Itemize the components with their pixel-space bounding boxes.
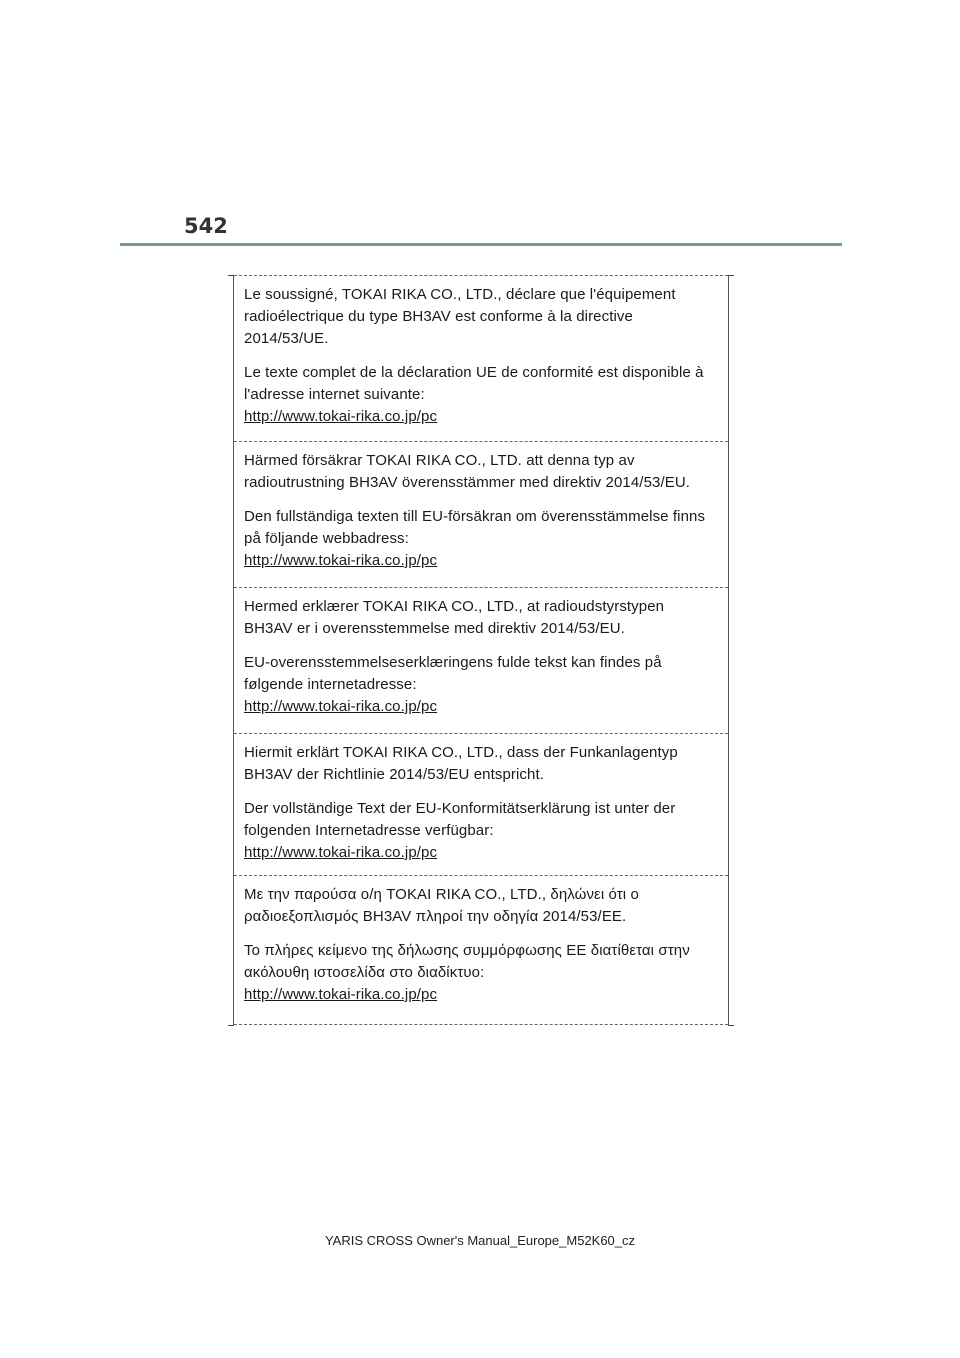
declaration-statement: Hiermit erklärt TOKAI RIKA CO., LTD., dass der Funkanlagentyp BH3AV der Richtlinie 2014/53/EU entspricht. bbox=[244, 744, 678, 783]
declaration-statement: Hermed erklærer TOKAI RIKA CO., LTD., at radioudstyrstypen BH3AV er i overensstemmelse med direktiv 2014/53/EU. bbox=[244, 598, 665, 637]
declaration-availability bbox=[244, 940, 710, 1006]
declaration-statement: Le soussigné, TOKAI RIKA CO., LTD., déclare que l'équipement radioélectrique du type BH3AV est conforme à la directive 2014/53/UE. bbox=[244, 286, 676, 347]
declaration-greek bbox=[234, 875, 728, 1025]
declaration-availability bbox=[244, 506, 710, 572]
manual-footer: YARIS CROSS Owner's Manual_Europe_M52K60_cz bbox=[324, 1233, 636, 1248]
declaration-link[interactable]: http://www.tokai-rika.co.jp/pc bbox=[244, 698, 438, 715]
declaration-link[interactable]: http://www.tokai-rika.co.jp/pc bbox=[244, 552, 438, 569]
declaration-link[interactable]: http://www.tokai-rika.co.jp/pc bbox=[244, 844, 438, 861]
declaration-statement: Με την παρούσα ο/η TOKAI RIKA CO., LTD., δηλώνει ότι ο ραδιοεξοπλισμός BH3AV πληροί την οδηγία 2014/53/ΕΕ. bbox=[244, 886, 639, 925]
header-rule bbox=[120, 243, 842, 246]
page-number: 542 bbox=[184, 214, 228, 238]
corner-tick bbox=[228, 1025, 234, 1026]
declaration-link[interactable]: http://www.tokai-rika.co.jp/pc bbox=[244, 986, 438, 1003]
availability-text: Το πλήρες κείμενο της δήλωσης συμμόρφωσης ΕΕ διατίθεται στην ακόλουθη ιστοσελίδα στο διαδίκτυο: bbox=[244, 942, 690, 981]
corner-tick bbox=[728, 275, 734, 276]
declaration-swedish bbox=[234, 441, 728, 587]
declaration-german bbox=[234, 733, 728, 875]
declaration-availability bbox=[244, 652, 710, 718]
declaration-link[interactable]: http://www.tokai-rika.co.jp/pc bbox=[244, 408, 438, 425]
availability-text: Der vollständige Text der EU-Konformitätserklärung ist unter der folgenden Internetadresse verfügbar: bbox=[244, 800, 676, 839]
declaration-french bbox=[234, 275, 728, 441]
availability-text: EU-overensstemmelseserklæringens fulde tekst kan findes på følgende internetadresse: bbox=[244, 654, 662, 693]
declaration-availability bbox=[244, 798, 710, 864]
corner-tick bbox=[728, 1025, 734, 1026]
declaration-danish bbox=[234, 587, 728, 733]
availability-text: Den fullständiga texten till EU-försäkran om överensstämmelse finns på följande webbadress: bbox=[244, 508, 706, 547]
declaration-availability bbox=[244, 362, 710, 428]
declaration-box bbox=[233, 275, 729, 1025]
declaration-statement: Härmed försäkrar TOKAI RIKA CO., LTD. att denna typ av radioutrustning BH3AV överensstämmer med direktiv 2014/53/EU. bbox=[244, 452, 691, 491]
availability-text: Le texte complet de la déclaration UE de conformité est disponible à l'adresse internet suivante: bbox=[244, 364, 704, 403]
